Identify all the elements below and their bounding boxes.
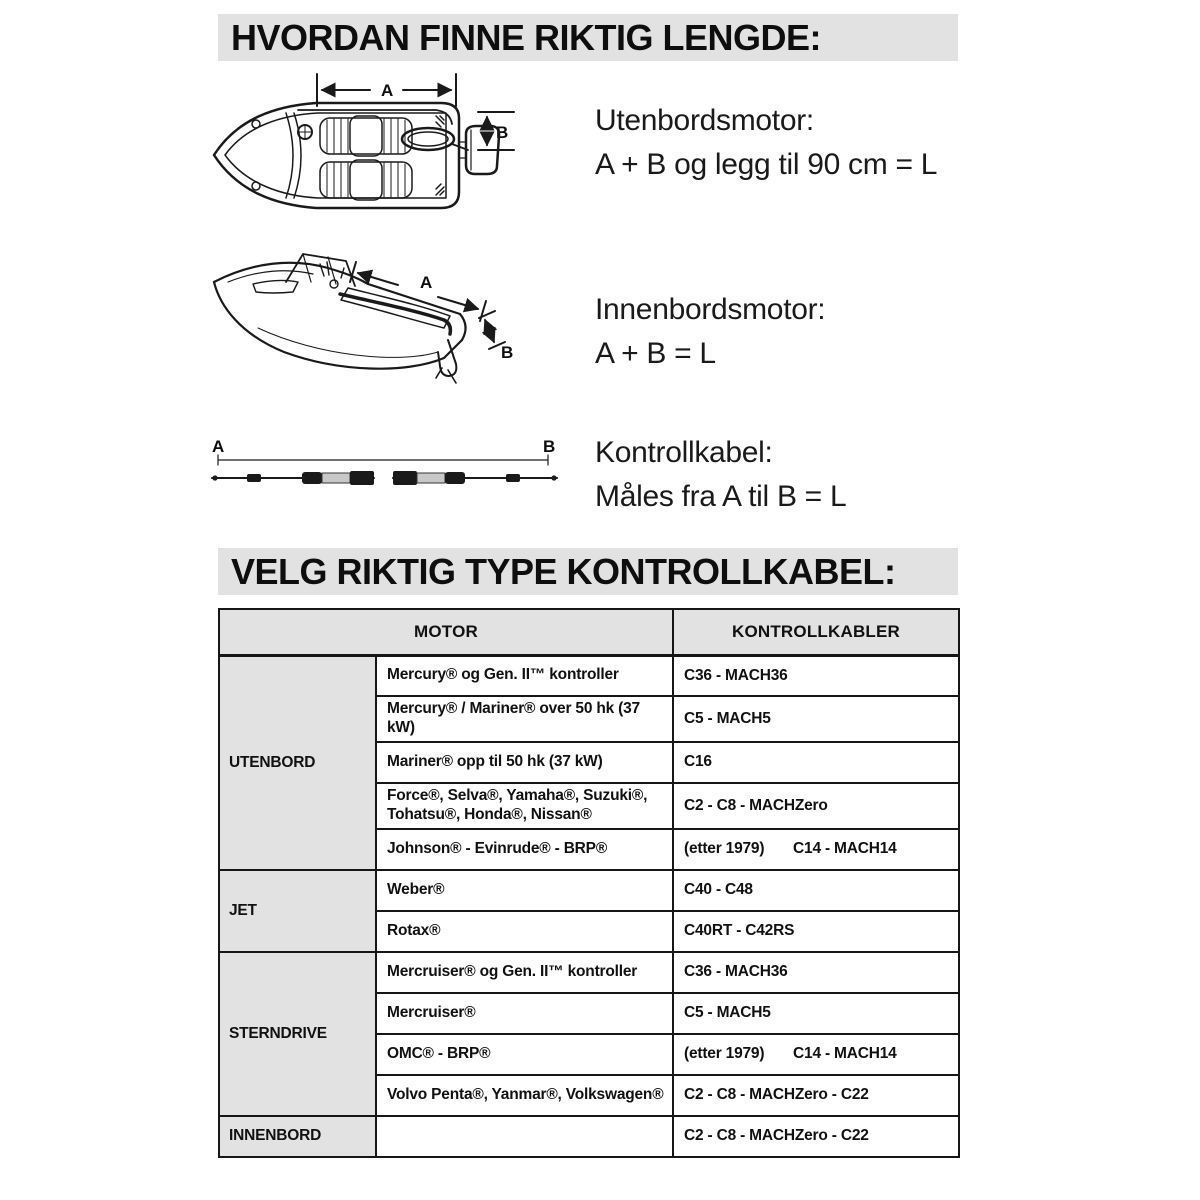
cable-cell: (etter 1979) C14 - MACH14 <box>673 829 959 870</box>
cable-drawing <box>212 471 557 485</box>
cable-cell: C40RT - C42RS <box>673 911 959 952</box>
cable-cell: C2 - C8 - MACHZero - C22 <box>673 1116 959 1157</box>
table-row <box>219 655 959 696</box>
motor-cell: Rotax® <box>376 911 673 952</box>
cable-cell: C36 - MACH36 <box>673 655 959 696</box>
motor-cell: Johnson® - Evinrude® - BRP® <box>376 829 673 870</box>
motor-cell: Volvo Penta®, Yanmar®, Volkswagen® <box>376 1075 673 1116</box>
table-row <box>219 1116 959 1157</box>
dimension-a-label: A <box>420 273 433 292</box>
cable-cell: C2 - C8 - MACHZero - C22 <box>673 1075 959 1116</box>
motor-cell-empty <box>376 1116 673 1157</box>
boat-seats <box>320 116 412 200</box>
table-row <box>219 870 959 911</box>
cable-cell: C5 - MACH5 <box>673 696 959 742</box>
dimension-b <box>479 311 513 362</box>
cable-selection-table <box>218 608 960 1158</box>
guide-outboard <box>595 99 937 187</box>
control-cable-run <box>298 110 468 150</box>
group-cell-jet: JET <box>219 870 376 952</box>
cable-cell: C40 - C48 <box>673 870 959 911</box>
group-cell-utenbord: UTENBORD <box>219 655 376 870</box>
boat-top-view-diagram <box>198 62 530 214</box>
motor-cell: Mercury® og Gen. II™ kontroller <box>376 655 673 696</box>
section-title-find-length: HVORDAN FINNE RIKTIG LENGDE: <box>218 14 958 61</box>
motor-cell: Force®, Selva®, Yamaha®, Suzuki®, Tohatsu®, Honda®, Nissan® <box>376 783 673 829</box>
motor-cell: Mariner® opp til 50 hk (37 kW) <box>376 742 673 783</box>
cable-cell: (etter 1979) C14 - MACH14 <box>673 1034 959 1075</box>
group-cell-innenbord: INNENBORD <box>219 1116 376 1157</box>
dimension-b <box>478 112 514 150</box>
motor-cell: Mercruiser® og Gen. II™ kontroller <box>376 952 673 993</box>
guide-inboard <box>595 288 825 376</box>
guide-heading: Innenbordsmotor: <box>595 293 826 326</box>
sterndrive-unit <box>436 340 456 383</box>
section-title-choose-cable-type: VELG RIKTIG TYPE KONTROLLKABEL: <box>218 548 958 595</box>
cable-cell: C5 - MACH5 <box>673 993 959 1034</box>
cable-cell: C16 <box>673 742 959 783</box>
cable-cell: C2 - C8 - MACHZero <box>673 783 959 829</box>
dimension-a-b <box>212 437 555 465</box>
guide-formula: A + B = L <box>595 337 716 370</box>
motor-cell: OMC® - BRP® <box>376 1034 673 1075</box>
dimension-a-label: A <box>381 81 394 100</box>
column-header-kontrollkabler: KONTROLLKABLER <box>673 609 959 655</box>
motor-cell: Mercury® / Mariner® over 50 hk (37 kW) <box>376 696 673 742</box>
dimension-a <box>317 74 456 106</box>
dimension-a-label: A <box>212 437 225 456</box>
table-row <box>219 952 959 993</box>
cable-cell: C36 - MACH36 <box>673 952 959 993</box>
steering-wheel-icon <box>298 125 312 139</box>
control-cable-diagram <box>202 430 570 508</box>
guide-heading: Kontrollkabel: <box>595 436 773 469</box>
guide-formula: Måles fra A til B = L <box>595 480 847 513</box>
dimension-b-label: B <box>543 437 556 456</box>
motor-cell: Weber® <box>376 870 673 911</box>
guide-formula: A + B og legg til 90 cm = L <box>595 148 938 181</box>
motor-cell: Mercruiser® <box>376 993 673 1034</box>
dimension-b-label: B <box>496 123 509 142</box>
group-cell-sterndrive: STERNDRIVE <box>219 952 376 1116</box>
column-header-motor: MOTOR <box>219 609 673 655</box>
guide-control-cable <box>595 431 846 519</box>
guide-heading: Utenbordsmotor: <box>595 104 814 137</box>
boat-side-view-diagram <box>198 248 530 403</box>
table-header-row <box>219 609 959 655</box>
dimension-b-label: B <box>501 343 514 362</box>
